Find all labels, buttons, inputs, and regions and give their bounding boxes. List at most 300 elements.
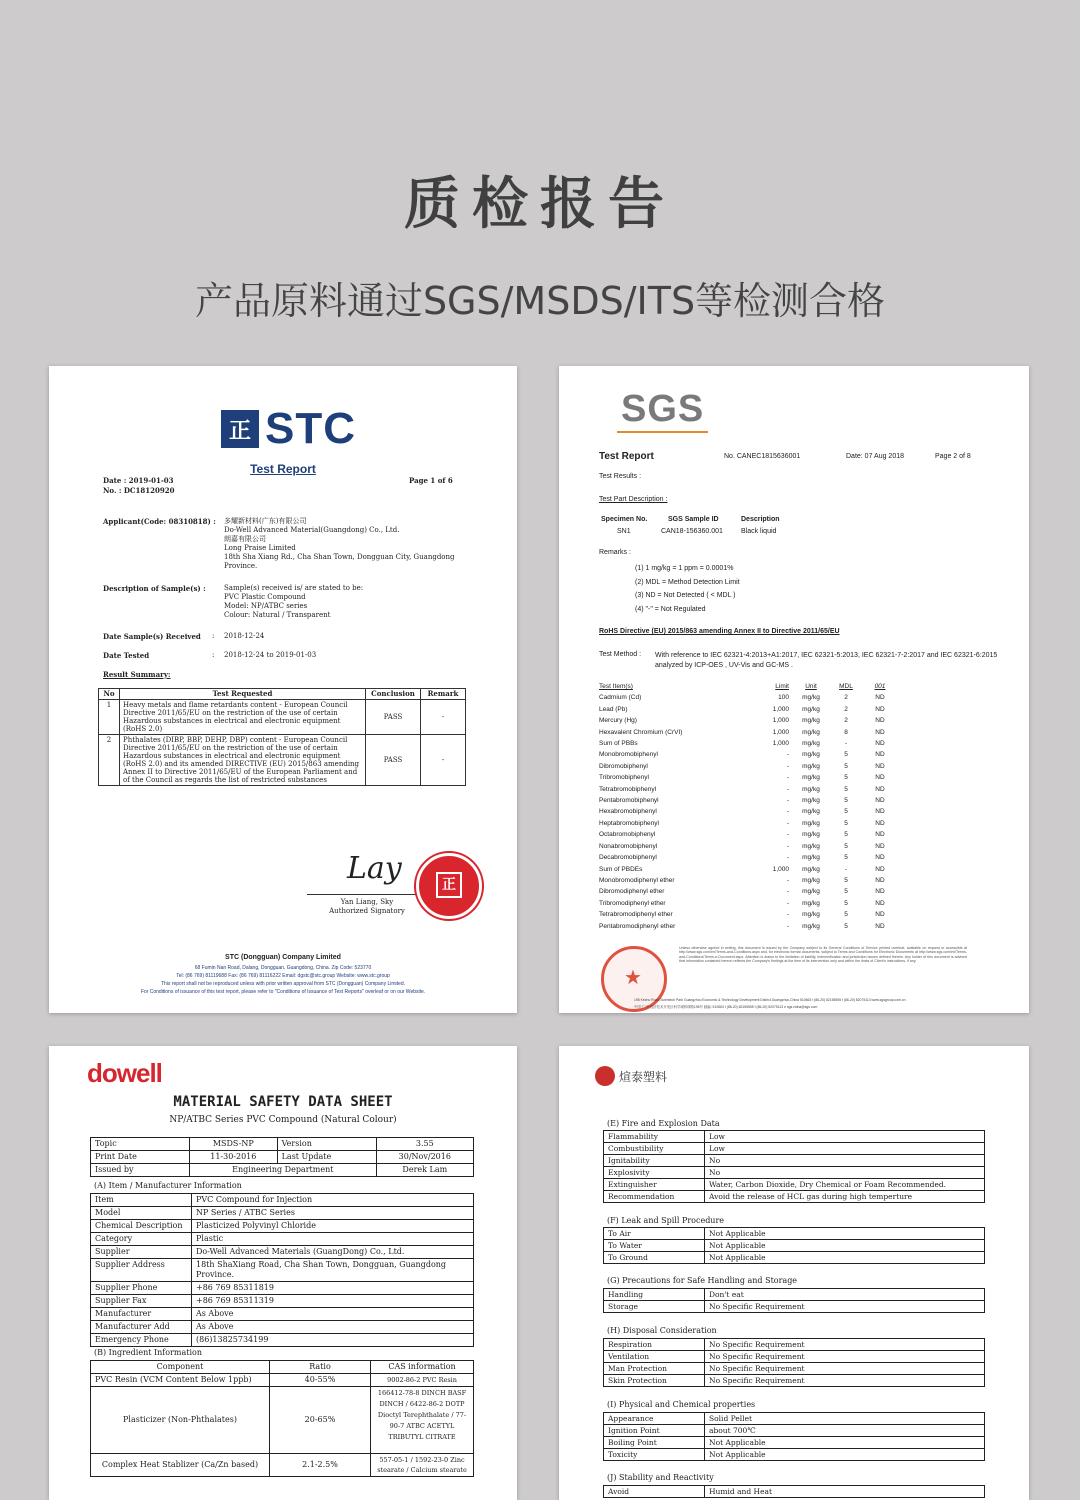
- table-cell: mg/kg: [802, 911, 820, 919]
- table-cell: -: [786, 876, 789, 884]
- table-row: [604, 1351, 985, 1363]
- table-cell: ND: [875, 876, 885, 884]
- table-row: [595, 818, 897, 829]
- table-cell: Water, Carbon Dioxide, Dry Chemical or Foam Recommended.: [705, 1179, 985, 1191]
- table-cell: Emergency Phone: [91, 1334, 192, 1347]
- table-row: [91, 1233, 474, 1246]
- table-cell: -: [786, 842, 789, 850]
- table-cell: To Water: [604, 1240, 705, 1252]
- stc-footer-note: This report shall not be reproduced unless with prior written approval from STC (Dongguan) Company Limited.: [160, 981, 405, 987]
- table-cell: 5: [844, 762, 848, 770]
- sgs-remarks-list: (1) 1 mg/kg = 1 ppm = 0.0001% (2) MDL = Method Detection Limit (3) ND = Not Detected ( < MDL ) (4) "-" = Not Regulated: [635, 565, 740, 613]
- table-row: [595, 715, 897, 726]
- table-cell: Not Applicable: [705, 1252, 985, 1264]
- table-cell: about 700℃: [705, 1425, 985, 1437]
- table-cell: ND: [875, 831, 885, 839]
- table-row: [595, 841, 897, 852]
- table-cell: Heptabromobiphenyl: [599, 819, 659, 827]
- stc-seal-stamp: [416, 853, 482, 919]
- table-cell: Cadmium (Cd): [599, 694, 642, 702]
- table-cell: mg/kg: [802, 922, 820, 930]
- table-row: [595, 852, 897, 863]
- table-cell: ND: [875, 797, 885, 805]
- table-row: [604, 1413, 985, 1425]
- table-cell: To Ground: [604, 1252, 705, 1264]
- stc-test-report-document: 正 STC Test Report Date : 2019-01-03 No. : DC18120920 Page 1 of 6 Applicant(Code: 08310818) : 多耀新材料(广东)有限公司 Do-Well Advanced Material(Guangdong) Co., Ltd. 朗嘉有限公司 Long Praise Limited 18th Sha Xiang Rd., Cha Shan Town, Dongguan City, Guangdong Province. Description of Sample(s) : Sample(s) received is/ are stated to be: PVC Plastic Compound Model: NP/ATBC series Colour: Natural / Transparent Date Sample(s) Received : 2018-12-24 Date Tested : 2018-12-24 to 2019-01-03 Result Summary: No Test Requested Conclusion Remark 1 Heavy metals and flame retardants content - European Council Directive 2011/65/EU on the restriction of the use of certain Hazardous substances in electrical and electronic equipment (RoHS 2.0) PASS - 2 Phthalates (DIBP, BBP, DEHP, DBP) content - European Council Directive 2011/65/EU on the restriction of the use of certain Hazardous substances in electrical and electronic equipment (RoHS 2.0) and its amended DIRECTIVE (EU) 2015/863 amending Annex II to Directive 2011/65/EU of the European Parliament and of the Council as regards the list of restricted substances PASS - Lay Yan Liang, Sky Authorized Signatory 正 STC (Dongguan) Company Limited 68 Fumin Nan Road, Dalang, Dongguan, Guangdong, China. Zip Code: 523770 Tel: (86 769) 81119688 Fax: (86 769) 81116222 Email: dgstc@stc.group Website: www.stc.group This report shall not be reproduced unless with prior written approval from STC (Dongguan) Company Limited. For Conditions of issuance of this test report, please refer to "Conditions of Issuance of Test Reports" overleaf or on our Website.: [49, 366, 517, 1013]
- table-cell: 2: [844, 705, 848, 713]
- table-cell: mg/kg: [802, 808, 820, 816]
- table-cell: mg/kg: [802, 899, 820, 907]
- table-row: [91, 1321, 474, 1334]
- table-row: [91, 1308, 474, 1321]
- table-cell: Decabromobiphenyl: [599, 854, 657, 862]
- table-cell: mg/kg: [802, 694, 820, 702]
- table-row: [604, 1155, 985, 1167]
- its-section-j-title: (J) Stability and Reactivity: [607, 1473, 714, 1482]
- table-cell: No Specific Requirement: [705, 1339, 985, 1351]
- table-cell: No Specific Requirement: [705, 1375, 985, 1387]
- its-section-f-title: (F) Leak and Spill Procedure: [607, 1216, 725, 1225]
- table-row: Issued by Engineering Department Derek Lam: [91, 1164, 474, 1177]
- table-cell: Hexavalent Chromium (CrVI): [599, 728, 683, 736]
- table-cell: Do-Well Advanced Materials (GuangDong) Co., Ltd.: [192, 1246, 474, 1259]
- table-cell: 1,000: [772, 740, 789, 748]
- table-cell: -: [786, 774, 789, 782]
- table-cell: Solid Pellet: [705, 1413, 985, 1425]
- table-cell: mg/kg: [802, 797, 820, 805]
- table-cell: Not Applicable: [705, 1240, 985, 1252]
- table-cell: ND: [875, 854, 885, 862]
- xuantai-logo-icon: [595, 1066, 615, 1086]
- table-cell: Dibromodiphenyl ether: [599, 888, 665, 896]
- stc-signature: Lay: [347, 851, 402, 886]
- page-subtitle: 产品原料通过SGS/MSDS/ITS等检测合格: [194, 279, 886, 323]
- stc-description-details: Sample(s) received is/ are stated to be: PVC Plastic Compound Model: NP/ATBC series Colour: Natural / Transparent: [224, 584, 364, 619]
- table-cell: mg/kg: [802, 876, 820, 884]
- stc-received-label: Date Sample(s) Received: [103, 632, 201, 641]
- stc-footer-contact: Tel: (86 769) 81119688 Fax: (86 769) 81116222 Email: dgstc@stc.group Website: www.stc.group: [176, 973, 390, 979]
- table-row: [595, 886, 897, 897]
- table-cell: Supplier Phone: [91, 1282, 192, 1295]
- table-cell: 5: [844, 819, 848, 827]
- table-cell: Boiling Point: [604, 1437, 705, 1449]
- table-cell: 5: [844, 751, 848, 759]
- its-section-g-title: (G) Precautions for Safe Handling and Storage: [607, 1276, 798, 1285]
- sgs-seal-stamp: [601, 946, 667, 1012]
- table-cell: 5: [844, 831, 848, 839]
- its-disposal-table: [603, 1338, 985, 1387]
- sgs-footer-address: 198 Kezhu Road,Scientech Park Guangzhou Economic & Technology Development District,Guangzhou,China 510663 t (86-20) 82155555 f (86-20) 82075113 www.sgsgroup.com.cn: [634, 998, 906, 1002]
- its-section-e-title: (E) Fire and Explosion Data: [607, 1119, 720, 1128]
- table-cell: mg/kg: [802, 774, 820, 782]
- table-cell: Handling: [604, 1289, 705, 1301]
- stc-report-title: Test Report: [250, 462, 316, 476]
- table-cell: Supplier: [91, 1246, 192, 1259]
- table-row: [604, 1252, 985, 1264]
- table-cell: mg/kg: [802, 865, 820, 873]
- table-cell: Manufacturer Add: [91, 1321, 192, 1334]
- its-section-h-title: (H) Disposal Consideration: [607, 1326, 717, 1335]
- table-cell: Extinguisher: [604, 1179, 705, 1191]
- table-row: [91, 1220, 474, 1233]
- table-cell: mg/kg: [802, 751, 820, 759]
- table-row: [91, 1259, 474, 1282]
- table-row: 1 Heavy metals and flame retardants content - European Council Directive 2011/65/EU on the restriction of the use of certain Hazardous substances in electrical and electronic equipment (RoHS 2.0) PASS -: [99, 700, 466, 735]
- table-cell: 8: [844, 728, 848, 736]
- sgs-logo: SGS: [617, 388, 708, 433]
- table-row: [91, 1246, 474, 1259]
- table-row: [595, 864, 897, 875]
- table-cell: Tetrabromobiphenyl: [599, 785, 657, 793]
- table-cell: 5: [844, 797, 848, 805]
- table-cell: PVC Compound for Injection: [192, 1194, 474, 1207]
- stc-company-name: STC (Dongguan) Company Limited: [225, 954, 341, 961]
- table-row: [604, 1425, 985, 1437]
- table-cell: ND: [875, 899, 885, 907]
- table-cell: Avoid the release of HCL gas during high temperture: [705, 1191, 985, 1203]
- stc-signatory-title: Authorized Signatory: [329, 907, 405, 915]
- table-cell: 1,000: [772, 717, 789, 725]
- stc-logo: [221, 404, 356, 453]
- table-cell: ND: [875, 922, 885, 930]
- table-row: [595, 921, 897, 932]
- table-cell: -: [786, 808, 789, 816]
- table-row: [604, 1228, 985, 1240]
- table-row: [604, 1375, 985, 1387]
- table-cell: Not Applicable: [705, 1437, 985, 1449]
- table-row: No Test Requested Conclusion Remark: [99, 689, 466, 700]
- table-cell: -: [786, 831, 789, 839]
- table-cell: Appearance: [604, 1413, 705, 1425]
- table-row: Plasticizer (Non-Phthalates) 20-65% 166412-78-8 DINCH BASF DINCH / 6422-86-2 DOTP Dioctyl Terephthalate / 77-90-7 ATBC ACETYL TRIBUTYL CITRATE: [91, 1387, 474, 1454]
- sgs-report-no: No. CANEC1815636001: [724, 453, 801, 460]
- table-row: [604, 1167, 985, 1179]
- star-icon: ★: [624, 965, 642, 989]
- table-row: [595, 806, 897, 817]
- stc-applicant-label: Applicant(Code: 08310818) :: [103, 517, 216, 526]
- signature-line: [307, 894, 427, 895]
- sgs-report-date: Date: 07 Aug 2018: [846, 453, 904, 460]
- sgs-footer-address-cn: 中国·广州·经济技术开发区科学城科珠路198号 邮编: 510663 t (86-20) 82155555 f (86-20) 82075113 e sgs.china@sgs.com: [634, 1005, 818, 1009]
- sgs-part-label: Test Part Description :: [599, 496, 668, 503]
- table-cell: Lead (Pb): [599, 705, 628, 713]
- table-cell: 2: [844, 694, 848, 702]
- table-cell: 5: [844, 876, 848, 884]
- table-cell: Low: [705, 1143, 985, 1155]
- table-cell: Manufacturer: [91, 1308, 192, 1321]
- table-cell: -: [844, 865, 848, 873]
- table-cell: -: [786, 819, 789, 827]
- msds-ingredient-table: [90, 1360, 474, 1477]
- sgs-rohs-title: RoHS Directive (EU) 2015/863 amending Annex II to Directive 2011/65/EU: [599, 628, 840, 635]
- stc-summary-label: Result Summary:: [103, 670, 171, 679]
- sgs-method-text: With reference to IEC 62321-4:2013+A1:2017, IEC 62321-5:2013, IEC 62321-7-2:2017 and IEC 62321-6:2015 analyzed by ICP-OES , UV-Vis and GC-MS .: [655, 652, 998, 669]
- table-row: Test Item(s) Limit Unit MDL 001: [599, 683, 886, 690]
- table-cell: -: [786, 797, 789, 805]
- table-row: Complex Heat Stablizer (Ca/Zn based) 2.1-2.5% 557-05-1 / 1592-23-0 Zinc stearate / Calcium stearate: [91, 1454, 474, 1477]
- msds-document: [49, 1046, 517, 1500]
- table-row: [604, 1437, 985, 1449]
- table-cell: mg/kg: [802, 854, 820, 862]
- table-cell: No: [705, 1167, 985, 1179]
- table-row: [604, 1240, 985, 1252]
- table-cell: Nonabromobiphenyl: [599, 842, 658, 850]
- table-cell: mg/kg: [802, 785, 820, 793]
- table-row: [595, 829, 897, 840]
- table-cell: ND: [875, 694, 885, 702]
- stc-logo-text: STC: [265, 404, 356, 453]
- table-row: [595, 875, 897, 886]
- its-leak-table: [603, 1227, 985, 1264]
- table-cell: -: [786, 751, 789, 759]
- table-cell: +86 769 85311819: [192, 1282, 474, 1295]
- table-cell: No Specific Requirement: [705, 1301, 985, 1313]
- table-cell: Avoid: [604, 1486, 705, 1498]
- table-cell: Ignition Point: [604, 1425, 705, 1437]
- table-cell: ND: [875, 819, 885, 827]
- table-row: [604, 1179, 985, 1191]
- table-row: PVC Resin (VCM Content Below 1ppb) 40-55% 9002-86-2 PVC Resin: [91, 1374, 474, 1387]
- sgs-fine-print: Unless otherwise agreed in writing, this document is issued by the Company subject to its General Conditions of Service printed overleaf, available on request or accessible at http://www.sgs.com/en/Terms-and-Conditions.aspx and, for electronic format documents, subject to Terms and Conditions for Electronic Documents at http://www.sgs.com/en/Terms-and-Conditions/Terms-e-Document.aspx. Attention is drawn to the limitation of liability, indemnification and jurisdiction issues defined therein. Any holder of this document is advised that information contained hereon reflects the Company's findings at the time of its intervention only and within the limits of Client's instructions, if any.: [679, 946, 967, 964]
- table-row: [595, 727, 897, 738]
- table-cell: -: [786, 911, 789, 919]
- table-cell: Plastic: [192, 1233, 474, 1246]
- stc-report-no: No. : DC18120920: [103, 486, 175, 495]
- table-cell: As Above: [192, 1321, 474, 1334]
- table-row: [604, 1131, 985, 1143]
- table-cell: -: [786, 888, 789, 896]
- table-cell: Monobromobiphenyl: [599, 751, 658, 759]
- table-cell: mg/kg: [802, 728, 820, 736]
- table-cell: Supplier Address: [91, 1259, 192, 1282]
- stc-tested-value: 2018-12-24 to 2019-01-03: [224, 651, 317, 659]
- table-row: [595, 795, 897, 806]
- msds-section-b-title: (B) Ingredient Information: [94, 1348, 202, 1357]
- table-cell: -: [786, 854, 789, 862]
- table-row: [595, 704, 897, 715]
- stc-footer-address: 68 Fumin Nan Road, Dalang, Dongguan, Guangdong, China. Zip Code: 523770: [194, 965, 372, 971]
- msds-subtitle: NP/ATBC Series PVC Compound (Natural Colour): [169, 1115, 397, 1125]
- table-cell: Not Applicable: [705, 1449, 985, 1461]
- table-cell: -: [844, 740, 848, 748]
- table-row: [91, 1194, 474, 1207]
- its-physical-table: [603, 1412, 985, 1461]
- table-row: [604, 1191, 985, 1203]
- table-cell: mg/kg: [802, 740, 820, 748]
- msds-title: MATERIAL SAFETY DATA SHEET: [173, 1094, 393, 1110]
- table-row: [604, 1143, 985, 1155]
- table-cell: mg/kg: [802, 819, 820, 827]
- table-cell: Recommendation: [604, 1191, 705, 1203]
- table-cell: 1,000: [772, 705, 789, 713]
- table-cell: Low: [705, 1131, 985, 1143]
- table-cell: Octabromobiphenyl: [599, 831, 656, 839]
- table-cell: 5: [844, 854, 848, 862]
- table-cell: Supplier Fax: [91, 1295, 192, 1308]
- table-row: [604, 1289, 985, 1301]
- table-cell: Humid and Heat: [705, 1486, 985, 1498]
- table-cell: 2: [844, 717, 848, 725]
- stc-seal-mark-icon: 正: [436, 872, 462, 898]
- table-cell: ND: [875, 705, 885, 713]
- table-row: [595, 761, 897, 772]
- table-row: [604, 1339, 985, 1351]
- xuantai-logo-text: 煊泰塑料: [619, 1070, 668, 1084]
- table-cell: No Specific Requirement: [705, 1363, 985, 1375]
- msds-section-a-title: (A) Item / Manufacturer Information: [94, 1181, 242, 1190]
- sgs-results-label: Test Results :: [599, 473, 642, 480]
- table-cell: ND: [875, 842, 885, 850]
- table-cell: -: [786, 762, 789, 770]
- stc-received-value: 2018-12-24: [224, 632, 265, 640]
- stc-signatory-name: Yan Liang, Sky: [340, 898, 394, 906]
- stc-footer-note: For Conditions of issuance of this test report, please refer to "Conditions of Issuance of Test Reports" overleaf or on our Website.: [140, 989, 426, 995]
- table-cell: -: [786, 899, 789, 907]
- table-cell: ND: [875, 888, 885, 896]
- table-cell: mg/kg: [802, 831, 820, 839]
- sgs-results-table: [595, 681, 897, 932]
- table-cell: ND: [875, 762, 885, 770]
- stc-result-table: [98, 688, 466, 786]
- msds-item-table: [90, 1193, 474, 1347]
- table-cell: Toxicity: [604, 1449, 705, 1461]
- table-cell: 5: [844, 911, 848, 919]
- its-section-i-title: (I) Physical and Chemical properties: [607, 1400, 756, 1409]
- table-cell: Don't eat: [705, 1289, 985, 1301]
- sgs-page-number: Page 2 of 8: [935, 453, 971, 460]
- table-cell: Chemical Description: [91, 1220, 192, 1233]
- table-cell: Explosivity: [604, 1167, 705, 1179]
- table-cell: No: [705, 1155, 985, 1167]
- table-cell: Respiration: [604, 1339, 705, 1351]
- stc-logo-mark-icon: 正: [221, 410, 259, 448]
- table-row: Component Ratio CAS information: [91, 1361, 474, 1374]
- table-cell: 5: [844, 842, 848, 850]
- table-row: [91, 1282, 474, 1295]
- table-cell: -: [786, 922, 789, 930]
- table-cell: To Air: [604, 1228, 705, 1240]
- table-cell: Flammability: [604, 1131, 705, 1143]
- stc-page-number: Page 1 of 6: [409, 476, 453, 485]
- table-cell: mg/kg: [802, 762, 820, 770]
- table-cell: Monobromodiphenyl ether: [599, 876, 675, 884]
- dowell-logo: dowell: [87, 1058, 162, 1088]
- table-cell: ND: [875, 774, 885, 782]
- table-cell: ND: [875, 740, 885, 748]
- table-cell: 1,000: [772, 728, 789, 736]
- table-row: [595, 749, 897, 760]
- its-fire-table: [603, 1130, 985, 1203]
- sgs-test-report-document: SGS Test Report No. CANEC1815636001 Date: 07 Aug 2018 Page 2 of 8 Test Results : Test Part Description : Specimen No. SGS Sample ID Description SN1 CAN18-156360.001 Black liquid Remarks : (1) 1 mg/kg = 1 ppm = 0.0001% (2) MDL = Method Detection Limit (3) ND = Not Detected ( < MDL ) (4) "-" = Not Regulated RoHS Directive (EU) 2015/863 amending Annex II to Directive 2011/65/EU Test Method : With reference to IEC 62321-4:2013+A1:2017, IEC 62321-5:2013, IEC 62321-7-2:2017 and IEC 62321-6:2015 analyzed by ICP-OES , UV-Vis and GC-MS . Test Item(s) Limit Unit MDL 001 Cadmium (Cd) 100 mg/kg 2 ND Lead (Pb) 1,000 mg/kg 2 ND Mercury (Hg) 1,000 mg/kg 2 ND Hexavalent Chromium (CrVI) 1,000 mg/kg 8 ND Sum of PBBs 1,000 mg/kg - ND Monobromobiphenyl - mg/kg 5 ND Dibromobiphenyl - mg/kg 5 ND Tribromobiphenyl - mg/kg 5 ND Tetrabromobiphenyl - mg/kg 5 ND Pentabromobiphenyl - mg/kg 5 ND Hexabromobiphenyl - mg/kg 5 ND Heptabromobiphenyl - mg/kg 5 ND Octabromobiphenyl - mg/kg 5 ND Nonabromobiphenyl - mg/kg 5 ND Decabromobiphenyl - mg/kg 5 ND Sum of PBDEs 1,000 mg/kg - ND Monobromodiphenyl ether - mg/kg 5 ND Dibromodiphenyl ether - mg/kg 5 ND Tribromodiphenyl ether - mg/kg 5 ND Tetrabromodiphenyl ether - mg/kg 5 ND Pentabromodiphenyl ether - mg/kg 5 ND ★ Unless otherwise agreed in writing, this document is issued by the Company subject to its General Conditions of Service printed overleaf, available on request or accessible at http://www.sgs.com/en/Terms-and-Conditions.aspx and, for electronic format documents, subject to Terms and Conditions for Electronic Documents at http://www.sgs.com/en/Terms-and-Conditions/Terms-e-Document.aspx. Attention is drawn to the limitation of liability, indemnification and jurisdiction issues defined therein. Any holder of this document is advised that information contained hereon reflects the Company's findings at the time of its intervention only and within the limits of Client's instructions, if any. 198 Kezhu Road,Scientech Park Guangzhou Economic & Technology Development District,Guangzhou,China 510663 t (86-20) 82155555 f (86-20) 82075113 www.sgsgroup.com.cn 中国·广州·经济技术开发区科学城科珠路198号 邮编: 510663 t (86-20) 82155555 f (86-20) 82075113 e sgs.china@sgs.com: [559, 366, 1029, 1013]
- stc-applicant-details: 多耀新材料(广东)有限公司 Do-Well Advanced Material(Guangdong) Co., Ltd. 朗嘉有限公司 Long Praise Limited 18th Sha Xiang Rd., Cha Shan Town, Dongguan City, Guangdong Province.: [224, 517, 455, 570]
- table-row: [595, 784, 897, 795]
- table-cell: Ventilation: [604, 1351, 705, 1363]
- table-cell: NP Series / ATBC Series: [192, 1207, 474, 1220]
- msds-meta-table: [90, 1137, 474, 1177]
- table-cell: Skin Protection: [604, 1375, 705, 1387]
- table-cell: 5: [844, 899, 848, 907]
- table-cell: Pentabromobiphenyl: [599, 797, 659, 805]
- table-row: Print Date 11-30-2016 Last Update 30/Nov/2016: [91, 1151, 474, 1164]
- table-cell: 5: [844, 922, 848, 930]
- table-cell: Man Protection: [604, 1363, 705, 1375]
- table-cell: Tribromobiphenyl: [599, 774, 649, 782]
- table-row: [604, 1301, 985, 1313]
- table-cell: ND: [875, 751, 885, 759]
- table-row: 2 Phthalates (DIBP, BBP, DEHP, DBP) content - European Council Directive 2011/65/EU on the restriction of the use of certain Hazardous substances in electrical and electronic equipment (RoHS 2.0) and its amended DIRECTIVE (EU) 2015/863 amending Annex II to Directive 2011/65/EU of the European Parliament and of the Council as regards the list of restricted substances PASS -: [99, 735, 466, 786]
- table-row: [604, 1486, 985, 1498]
- sgs-method-label: Test Method :: [599, 651, 642, 658]
- table-cell: 100: [778, 694, 789, 702]
- table-cell: ND: [875, 785, 885, 793]
- table-cell: ND: [875, 728, 885, 736]
- table-cell: -: [786, 785, 789, 793]
- table-cell: +86 769 85311319: [192, 1295, 474, 1308]
- table-cell: Ignitability: [604, 1155, 705, 1167]
- table-row: [604, 1449, 985, 1461]
- its-msds-document: [559, 1046, 1029, 1500]
- table-cell: Mercury (Hg): [599, 717, 637, 725]
- table-cell: 5: [844, 774, 848, 782]
- stc-tested-label: Date Tested: [103, 651, 150, 660]
- table-cell: Pentabromodiphenyl ether: [599, 922, 676, 930]
- stc-description-label: Description of Sample(s) :: [103, 584, 206, 593]
- table-row: [595, 898, 897, 909]
- table-cell: Item: [91, 1194, 192, 1207]
- table-cell: ND: [875, 808, 885, 816]
- table-row: [595, 772, 897, 783]
- table-cell: Storage: [604, 1301, 705, 1313]
- table-row: [604, 1363, 985, 1375]
- table-cell: ND: [875, 911, 885, 919]
- table-cell: Tetrabromodiphenyl ether: [599, 911, 673, 919]
- table-row: [91, 1334, 474, 1347]
- table-cell: 1,000: [772, 865, 789, 873]
- table-cell: Tribromodiphenyl ether: [599, 899, 666, 907]
- table-cell: Hexabromobiphenyl: [599, 808, 657, 816]
- table-row: [595, 692, 897, 703]
- table-row: [91, 1207, 474, 1220]
- table-cell: Not Applicable: [705, 1228, 985, 1240]
- table-cell: ND: [875, 865, 885, 873]
- table-row: Topic MSDS-NP Version 3.55: [91, 1138, 474, 1151]
- table-cell: mg/kg: [802, 888, 820, 896]
- sgs-remarks-label: Remarks :: [599, 549, 631, 556]
- table-cell: mg/kg: [802, 842, 820, 850]
- stc-date: Date : 2019-01-03: [103, 476, 174, 485]
- sgs-report-title: Test Report: [599, 451, 654, 462]
- table-cell: 5: [844, 888, 848, 896]
- table-cell: Sum of PBDEs: [599, 865, 643, 873]
- table-row: [91, 1295, 474, 1308]
- table-cell: As Above: [192, 1308, 474, 1321]
- table-cell: 5: [844, 808, 848, 816]
- table-cell: ND: [875, 717, 885, 725]
- table-cell: mg/kg: [802, 705, 820, 713]
- table-cell: No Specific Requirement: [705, 1351, 985, 1363]
- table-cell: Dibromobiphenyl: [599, 762, 648, 770]
- its-handling-table: [603, 1288, 985, 1313]
- table-cell: Model: [91, 1207, 192, 1220]
- table-cell: Category: [91, 1233, 192, 1246]
- table-cell: 18th ShaXiang Road, Cha Shan Town, Dongguan, Guangdong Province.: [192, 1259, 474, 1282]
- table-row: [595, 909, 897, 920]
- its-stability-table: [603, 1485, 985, 1498]
- table-cell: Combustibility: [604, 1143, 705, 1155]
- table-row: [595, 738, 897, 749]
- table-cell: (86)13825734199: [192, 1334, 474, 1347]
- table-cell: mg/kg: [802, 717, 820, 725]
